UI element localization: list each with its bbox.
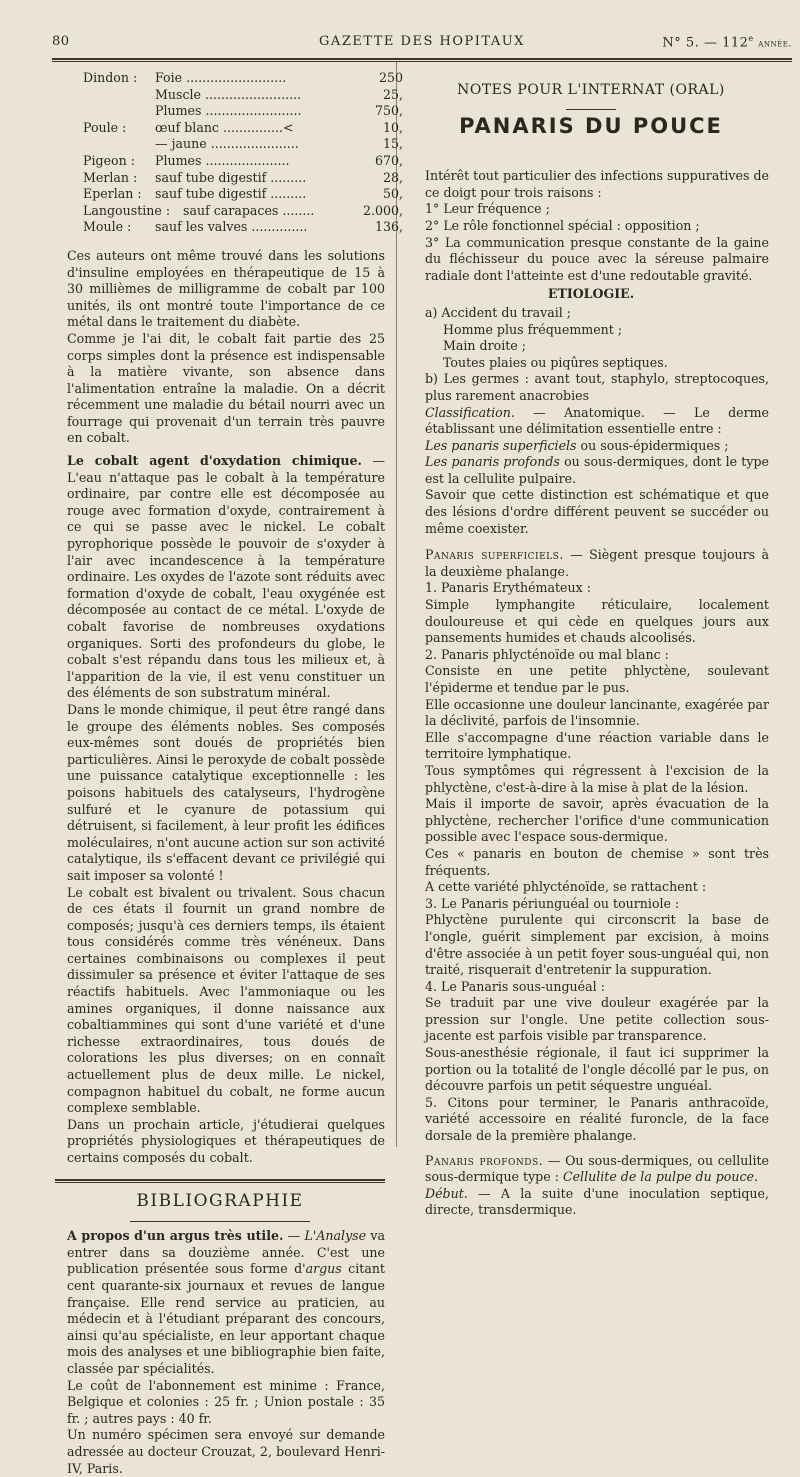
italic-label: Classification. bbox=[425, 404, 515, 420]
row-label: Poule : bbox=[83, 119, 127, 135]
row-label: Pigeon : bbox=[83, 152, 135, 168]
list-item: a) Accident du travail ; bbox=[425, 304, 572, 320]
section-rule bbox=[55, 1179, 385, 1183]
cobalt-content-table bbox=[83, 70, 403, 236]
row-desc: Muscle ........................ bbox=[155, 86, 302, 102]
issue-main: N° 5. — 112 bbox=[662, 35, 749, 51]
list-item: b) Les germes : avant tout, staphylo, streptocoques, plus rarement anacrobies bbox=[425, 371, 769, 403]
text: argus bbox=[305, 1261, 342, 1277]
page-header bbox=[52, 34, 792, 54]
paragraph bbox=[413, 547, 769, 580]
issue-number bbox=[662, 34, 792, 50]
row-value: 750, bbox=[374, 103, 403, 119]
article-title: PANARIS DU POUCE bbox=[459, 113, 723, 138]
table-row bbox=[83, 170, 403, 187]
row-label bbox=[83, 87, 155, 104]
paragraph bbox=[413, 438, 769, 455]
row-label: Langoustine : bbox=[83, 202, 171, 218]
paragraph: Un numéro spécimen sera envoyé sur demande adressée au docteur Crouzat, 2, boulevard Henri-IV, Paris. bbox=[67, 1427, 385, 1476]
row-desc: œuf blanc ...............< bbox=[155, 119, 294, 135]
row-value: 15, bbox=[382, 136, 403, 152]
list-item: Main droite ; bbox=[443, 338, 526, 354]
row-value: 2.000, bbox=[362, 202, 403, 218]
row-value: 50, bbox=[382, 186, 403, 202]
table-row bbox=[83, 70, 403, 87]
row-desc: Plumes ........................ bbox=[155, 103, 302, 119]
paragraph: Ces auteurs ont même trouvé dans les solutions d'insuline employées en thérapeutique de 15 à 30 millièmes de milligramme de cobalt par 100 unités, ils ont montré toute l'importance de ce métal dans le traitement du diabète. bbox=[67, 247, 385, 330]
row-desc: Plumes ..................... bbox=[155, 152, 290, 168]
row-desc: — jaune ...................... bbox=[155, 136, 299, 152]
list-item: 2° Le rôle fonctionnel spécial : opposition ; bbox=[425, 217, 700, 233]
text: L'Analyse bbox=[304, 1228, 367, 1244]
journal-title: GAZETTE DES HOPITAUX bbox=[319, 34, 525, 49]
paragraph-heading: A propos d'un argus très utile. bbox=[67, 1228, 284, 1244]
title-rule bbox=[566, 109, 616, 110]
text: — Siègent presque toujours à la deuxième phalange. bbox=[425, 547, 769, 579]
row-desc: sauf tube digestif ......... bbox=[155, 186, 307, 202]
page-number: 80 bbox=[52, 34, 70, 49]
text: va entrer dans sa douzième année. C'est une publication présentée sous forme d' bbox=[67, 1228, 385, 1277]
smallcaps-label: Panaris profonds. bbox=[425, 1152, 544, 1168]
paragraph: 5. Citons pour terminer, le Panaris anthracoïde, variété accessoire en réalité furoncle, de la face dorsale de la première phalange. bbox=[425, 1094, 769, 1144]
row-desc: sauf les valves .............. bbox=[155, 219, 308, 235]
row-desc: sauf tube digestif ......... bbox=[155, 169, 307, 185]
paragraph bbox=[413, 1186, 769, 1219]
list-item: Homme plus fréquemment ; bbox=[443, 321, 623, 337]
row-label: Dindon : bbox=[83, 70, 138, 85]
paragraph: Savoir que cette distinction est schématique et que des lésions d'ordre différent peuvent se succéder ou même coexister. bbox=[425, 487, 769, 536]
table-row bbox=[83, 219, 403, 236]
table-row bbox=[83, 136, 403, 153]
text: ou sous-dermiques, dont le type est la cellulite pulpaire. bbox=[425, 454, 769, 486]
paragraph-heading: Le cobalt agent d'oxydation chimique. bbox=[67, 453, 362, 469]
paragraph bbox=[413, 454, 769, 487]
italic-label: Les panaris superficiels bbox=[425, 437, 577, 453]
table-row bbox=[83, 87, 403, 104]
notes-title: NOTES POUR L'INTERNAT (ORAL) bbox=[457, 82, 725, 98]
table-row bbox=[83, 203, 403, 220]
paragraph: Sous-anesthésie régionale, il faut ici supprimer la portion ou la totalité de l'ongle décollé par le pus, on découvre parfois un petit séquestre unguéal. bbox=[425, 1045, 769, 1094]
paragraph: Le cobalt est bivalent ou trivalent. Sous chacun de ces états il fournit un grand nombre de composés; jusqu'à ces derniers temps, ils étaient tous considérés comme très vénéneux. Dans certaines combinaisons ou complexes il peut dissimuler sa présence et éviter l'attaque de ses réactifs habituels. Avec l'ammoniaque ou les amines organiques, il donne naissance aux cobaltiammines qui sont d'une variété et d'une richesse extraordinaires, tous doués de colorations les plus diverses; on en connaît actuellement plus de deux mille. Le nickel, compagnon habituel du cobalt, ne forme aucun complexe semblable. bbox=[67, 884, 385, 1116]
row-label: Moule : bbox=[83, 219, 132, 235]
list-item: 1° Leur fréquence ; bbox=[425, 201, 550, 217]
table-row bbox=[83, 103, 403, 120]
text: ou sous-épidermiques ; bbox=[576, 437, 729, 453]
table-row bbox=[83, 120, 403, 137]
row-value: 670, bbox=[374, 152, 403, 168]
paragraph: Mais il importe de savoir, après évacuation de la phlyctène, rechercher l'orifice d'une communication possible avec l'espace sous-dermique. bbox=[425, 796, 769, 845]
text: — Ou sous-dermiques, ou cellulite sous-dermique type : bbox=[425, 1152, 769, 1185]
text: citant cent quarante-six journaux et revues de langue française. Elle rend service au praticien, au médecin et à l'étudiant préparant des concours, ainsi qu'au spécialiste, en leur apportant chaque mois des analyses et une bibliographie bien faite, classée par spécialités. bbox=[67, 1261, 385, 1376]
issue-suffix: année. bbox=[758, 38, 792, 50]
right-column bbox=[413, 70, 769, 1219]
row-label bbox=[83, 103, 155, 120]
paragraph bbox=[413, 1153, 769, 1186]
italic-text: Cellulite de la pulpe du pouce. bbox=[562, 1169, 758, 1185]
paragraph: Se traduit par une vive douleur exagérée par la pression sur l'ongle. Une petite collection sous-jacente est parfois visible par transparence. bbox=[425, 995, 769, 1044]
bibliography-title: BIBLIOGRAPHIE bbox=[136, 1190, 304, 1211]
text: — A la suite d'une inoculation septique, directe, transdermique. bbox=[425, 1185, 769, 1218]
paragraph: Le coût de l'abonnement est minime : France, Belgique et colonies : 25 fr. ; Union postale : 35 fr. ; autres pays : 40 fr. bbox=[67, 1377, 385, 1426]
row-label bbox=[83, 136, 155, 153]
paragraph: Simple lymphangite réticulaire, localement douloureuse et qui cède en quelques jours aux pansements humides et chauds alcoolisés. bbox=[425, 597, 769, 646]
issue-sup: e bbox=[748, 34, 754, 43]
title-underline bbox=[130, 1221, 310, 1222]
row-label: Eperlan : bbox=[83, 186, 142, 202]
section-heading: ETIOLOGIE. bbox=[547, 286, 635, 302]
paragraph bbox=[413, 405, 769, 438]
row-value: 28, bbox=[382, 169, 403, 185]
paragraph: Comme je l'ai dit, le cobalt fait partie des 25 corps simples dont la présence est indispensable à la matière vivante, son absence dans l'alimentation entraîne la maladie. On a décrit récemment une maladie du bétail nourri avec un fourrage qui provenait d'un terrain très pauvre en cobalt. bbox=[67, 330, 385, 446]
paragraph: Tous symptômes qui régressent à l'excision de la phlyctène, c'est-à-dire à la mise à plat de la lésion. bbox=[425, 762, 769, 795]
smallcaps-label: Panaris superficiels. bbox=[425, 547, 564, 563]
list-item: 2. Panaris phlycténoïde ou mal blanc : bbox=[425, 646, 669, 662]
paragraph bbox=[55, 1228, 385, 1377]
paragraph: Dans un prochain article, j'étudierai quelques propriétés physiologiques et thérapeutiques de certains composés du cobalt. bbox=[67, 1116, 385, 1165]
list-item: 3° La communication presque constante de la gaine du fléchisseur du pouce avec la séreuse palmaire radiale dont l'atteinte est d'une redoutable gravité. bbox=[425, 234, 769, 283]
row-desc: sauf carapaces ........ bbox=[183, 202, 315, 218]
paragraph: A cette variété phlycténoïde, se rattachent : bbox=[425, 879, 707, 895]
list-item: 3. Le Panaris périunguéal ou tourniole : bbox=[425, 895, 680, 911]
paragraph: Dans le monde chimique, il peut être rangé dans le groupe des éléments nobles. Ses composés eux-mêmes sont doués de propriétés bien particulières. Ainsi le peroxyde de cobalt possède une puissance catalytique exceptionnelle : les poisons habituels des catalyseurs, l'hydrogène sulfuré et le cyanure de potassium qui détruisent, si facilement, à leur profit les édifices moléculaires, n'ont aucune action sur son activité catalytique, ils s'effacent devant ce privilégié qui sait imposer sa volonté ! bbox=[67, 701, 385, 883]
text: — Anatomique. — Le derme établissant une délimitation essentielle entre : bbox=[425, 404, 769, 437]
paragraph: Elle occasionne une douleur lancinante, exagérée par la déclivité, parfois de l'insomnie. bbox=[425, 696, 769, 729]
header-rule bbox=[52, 58, 792, 62]
italic-label: Début. bbox=[425, 1185, 468, 1201]
paragraph: Intérêt tout particulier des infections suppuratives de ce doigt pour trois raisons : bbox=[425, 168, 769, 200]
row-desc: Foie ......................... bbox=[155, 70, 287, 85]
paragraph: Phlyctène purulente qui circonscrit la base de l'ongle, guérit simplement par excision, à moins d'être associée à un petit foyer sous-unguéal qui, non traité, risquerait d'entretenir la suppuration. bbox=[425, 912, 769, 978]
left-column bbox=[55, 70, 403, 1477]
paragraph: Ces « panaris en bouton de chemise » sont très fréquents. bbox=[425, 845, 769, 878]
row-value: 250 bbox=[378, 70, 403, 85]
row-label: Merlan : bbox=[83, 169, 138, 185]
row-value: 25, bbox=[382, 86, 403, 102]
row-value: 136, bbox=[374, 219, 403, 235]
paragraph: Consiste en une petite phlyctène, soulevant l'épiderme et tendue par le pus. bbox=[425, 663, 769, 695]
list-item: 4. Le Panaris sous-unguéal : bbox=[425, 978, 605, 994]
paragraph: Elle s'accompagne d'une réaction variable dans le territoire lymphatique. bbox=[425, 729, 769, 762]
paragraph-text: — L'eau n'attaque pas le cobalt à la température ordinaire, par contre elle est décomposée au rouge avec formation d'oxyde, contrairement à ce qui se passe avec le nickel. Le cobalt pyrophorique possède le pouvoir de s'oxyder à l'air avec incandescence à la température ordinaire. Les oxydes de l'azote sont réduits avec formation d'oxyde de cobalt, l'eau oxygénée est décomposée au contact de ce métal. L'oxyde de cobalt favorise de nombreuses oxydations organiques. Sorti des profondeurs du globe, le cobalt s'est répandu dans tous les milieux et, à l'apparition de la vie, il est venu constituer un des éléments de son substratum minéral. bbox=[67, 453, 385, 701]
paragraph bbox=[55, 453, 385, 702]
list-item: 1. Panaris Erythémateux : bbox=[425, 580, 591, 596]
table-row bbox=[83, 153, 403, 170]
table-row bbox=[83, 186, 403, 203]
italic-label: Les panaris profonds bbox=[425, 454, 560, 470]
text: — bbox=[283, 1228, 305, 1244]
row-value: 10, bbox=[382, 119, 403, 135]
list-item: Toutes plaies ou piqûres septiques. bbox=[443, 354, 668, 370]
